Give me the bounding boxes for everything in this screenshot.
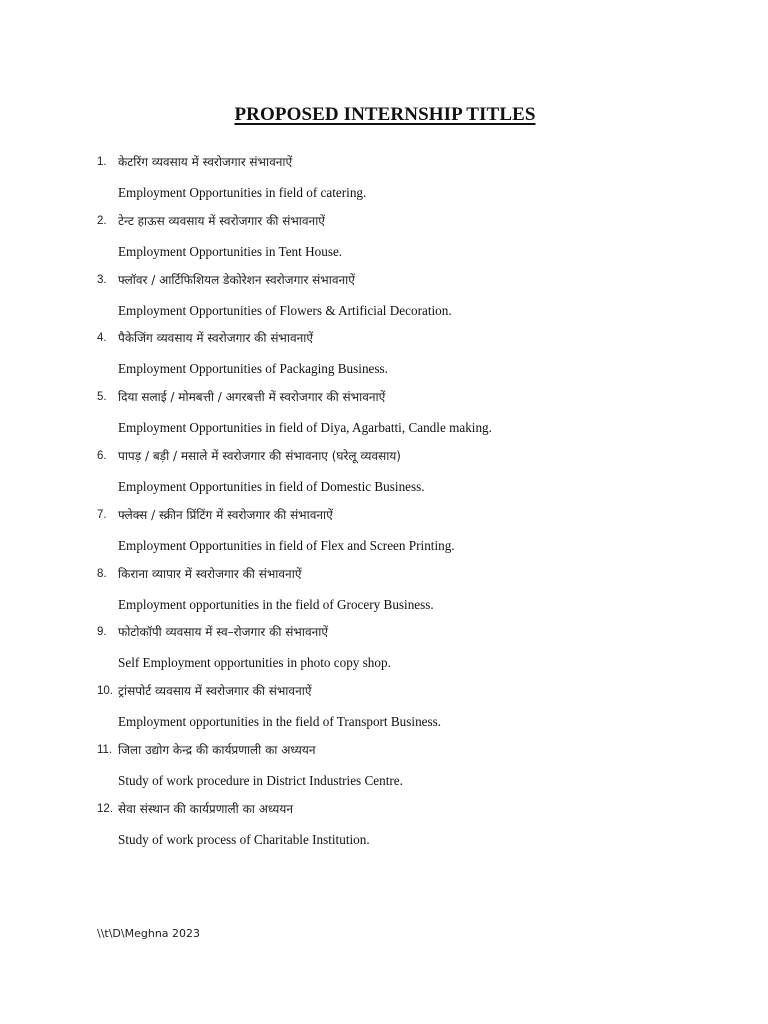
item-english-title: Study of work procedure in District Industries Centre.	[118, 772, 403, 788]
item-hindi-title: टेन्ट हाऊस व्यवसाय में स्वरोजगार की संभावनाऐं	[118, 213, 325, 228]
item-hindi-title: फोटोकॉपी व्यवसाय में स्व–रोजगार की संभावनाऐं	[118, 625, 329, 640]
item-number: 7.	[97, 508, 107, 521]
item-hindi-title: केटरिंग व्यवसाय में स्वरोजगार संभावनाऐं	[118, 155, 293, 169]
item-hindi-title: सेवा संस्थान की कार्यप्रणाली का अध्ययन	[118, 801, 293, 816]
item-number: 8.	[97, 567, 107, 580]
item-english-title: Employment Opportunities in field of catering.	[118, 185, 367, 200]
footer-path: \\t\D\Meghna 2023	[97, 927, 201, 940]
item-hindi-title: फ्लॉवर / आर्टिफिशियल डेकोरेशन स्वरोजगार संभावनाऐं	[118, 272, 355, 287]
list-item	[0, 565, 768, 624]
list-item	[0, 800, 768, 859]
list-item	[0, 271, 768, 330]
item-number: 1.	[97, 156, 107, 168]
item-number: 11.	[97, 743, 113, 756]
item-number: 5.	[97, 391, 107, 404]
item-hindi-title: जिला उद्योग केन्द्र की कार्यप्रणाली का अध्ययन	[118, 742, 316, 757]
list-item	[0, 329, 768, 388]
list-item	[0, 682, 768, 741]
list-item	[0, 447, 768, 506]
item-number: 4.	[97, 332, 107, 345]
item-number: 6.	[97, 449, 107, 462]
item-english-title: Employment Opportunities of Flowers & Artificial Decoration.	[118, 302, 452, 318]
item-english-title: Employment opportunities in the field of Grocery Business.	[118, 596, 434, 612]
list-item	[0, 212, 768, 271]
item-number: 12.	[97, 802, 113, 815]
item-english-title: Self Employment opportunities in photo copy shop.	[118, 655, 391, 671]
list-item	[0, 741, 768, 800]
item-number: 9.	[97, 626, 107, 639]
item-english-title: Employment opportunities in the field of Transport Business.	[118, 714, 442, 730]
item-number: 10.	[97, 685, 113, 698]
item-english-title: Employment Opportunities in field of Domestic Business.	[118, 478, 425, 494]
page-title: PROPOSED INTERNSHIP TITLES	[234, 104, 536, 125]
item-english-title: Employment Opportunities of Packaging Business.	[118, 361, 388, 377]
item-english-title: Employment Opportunities in field of Diya, Agarbatti, Candle making.	[118, 420, 492, 436]
internship-list	[0, 153, 768, 859]
item-hindi-title: पापड़ / बड़ी / मसाले में स्वरोजगार की संभावनाए (घरेलू व्यवसाय)	[118, 448, 401, 463]
item-number: 2.	[97, 214, 107, 227]
list-item	[0, 388, 768, 447]
list-item	[0, 623, 768, 682]
list-item	[0, 506, 768, 565]
item-hindi-title: ट्रांसपोर्ट व्यवसाय में स्वरोजगार की संभावनाऐं	[118, 684, 312, 699]
item-hindi-title: फ्लेक्स / स्क्रीन प्रिंटिंग में स्वरोजगार की संभावनाऐं	[118, 507, 333, 522]
list-item	[0, 153, 768, 212]
item-number: 3.	[97, 273, 107, 286]
item-english-title: Employment Opportunities in Tent House.	[118, 243, 343, 259]
item-hindi-title: किराना व्यापार में स्वरोजगार की संभावनाऐं	[118, 566, 302, 581]
item-english-title: Employment Opportunities in field of Flex and Screen Printing.	[118, 537, 455, 553]
item-hindi-title: पैकेजिंग व्यवसाय में स्वरोजगार की संभावनाऐं	[118, 331, 314, 346]
item-english-title: Study of work process of Charitable Institution.	[118, 831, 370, 847]
item-hindi-title: दिया सलाई / मोमबत्ती / अगरबत्ती में स्वरोजगार की संभावनाऐं	[118, 390, 386, 405]
